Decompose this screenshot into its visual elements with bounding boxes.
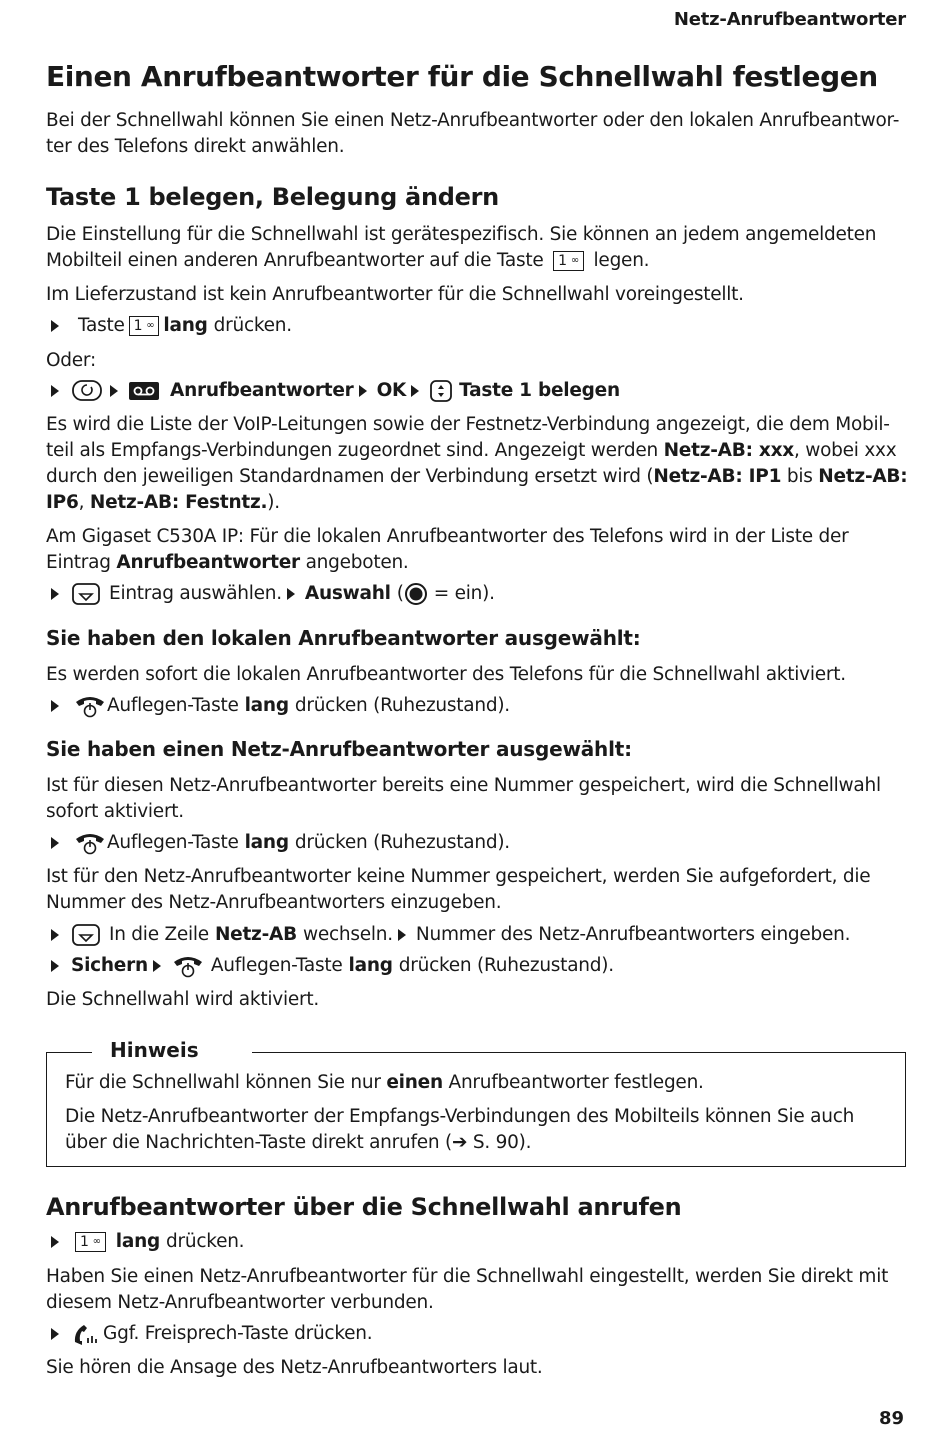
step-press-key1-long: 1 ∞ lang drücken. (46, 1229, 908, 1255)
intro-paragraph: Bei der Schnellwahl können Sie einen Netz-Anrufbeantworter oder den lokalen Anrufbeantwor-ter des Telefons direkt anwählen. (46, 110, 900, 157)
control-key-down-icon (71, 923, 101, 947)
end-call-key-icon (73, 693, 107, 719)
section-heading-local: Sie haben den lokalen Anrufbeantworter ausgewählt: (46, 626, 641, 650)
key-1-icon: 1 ∞ (75, 1232, 106, 1252)
step-save: Sichern Auflegen-Taste lang drücken (Ruhezustand). (46, 953, 908, 979)
menu-arrow-icon (153, 960, 161, 972)
hinweis-border-left (46, 1052, 92, 1053)
section-heading-taste1: Taste 1 belegen, Belegung ändern (46, 183, 499, 211)
section3-paragraph2: Ist für den Netz-Anrufbeantworter keine Nummer gespeichert, werden Sie aufgefordert, die Nummer des Netz-Anrufbeantworters einzugeben. (46, 866, 871, 913)
page-title: Einen Anrufbeantworter für die Schnellwahl festlegen (46, 60, 878, 93)
control-key-icon (71, 378, 105, 404)
hinweis-paragraph1: Für die Schnellwahl können Sie nur einen Anrufbeantworter festlegen. (65, 1072, 704, 1093)
menu-arrow-icon (398, 929, 406, 941)
menu-arrow-icon (411, 385, 419, 397)
menu-arrow-icon (359, 385, 367, 397)
section1-paragraph4: Am Gigaset C530A IP: Für die lokalen Anrufbeantworter des Telefons wird in der Liste der Eintrag Anrufbeantworter angeboten. (46, 526, 849, 573)
arrow-reference-icon: ➔ (451, 1132, 468, 1153)
key-1-icon: 1 ∞ (129, 316, 160, 336)
handsfree-key-icon (71, 1321, 99, 1347)
step-select-entry: Eintrag auswählen. Auswahl ( = ein). (46, 581, 908, 607)
hinweis-paragraph2: Die Netz-Anrufbeantworter der Empfangs-Verbindungen des Mobilteils können Sie auch über die Nachrichten-Taste direkt anrufen (➔ S. 90). (65, 1106, 855, 1153)
step-arrow-icon (51, 385, 59, 397)
end-call-key-icon (73, 830, 107, 856)
oder-label: Oder: (46, 350, 96, 371)
key-1-icon: 1 ∞ (553, 251, 584, 271)
section-heading-call: Anrufbeantworter über die Schnellwahl anrufen (46, 1193, 682, 1221)
section1-paragraph3: Es wird die Liste der VoIP-Leitungen sowie der Festnetz-Verbindung angezeigt, die dem Mobil-teil als Empfangs-Verbindungen zugeordnet sind. Angezeigt werden Netz-AB: xxx, wobei xxx durch den jeweiligen Standardnamen der Verbindung ersetzt wird (Netz-AB: IP1 bis Netz-AB: IP6, Netz-AB: Festntz.). (46, 414, 908, 513)
running-header: Netz-Anrufbeantworter (673, 9, 906, 30)
hinweis-border-right (252, 1052, 906, 1053)
section3-paragraph3: Die Schnellwahl wird aktiviert. (46, 989, 319, 1010)
step-handsfree: Ggf. Freisprech-Taste drücken. (46, 1321, 908, 1347)
step-arrow-icon (51, 320, 59, 332)
menu-arrow-icon (287, 588, 295, 600)
control-key-down-icon (71, 582, 101, 606)
section3-paragraph1: Ist für diesen Netz-Anrufbeantworter bereits eine Nummer gespeichert, wird die Schnellwahl sofort aktiviert. (46, 775, 881, 822)
step-enter-number: In die Zeile Netz-AB wechseln. Nummer des Netz-Anrufbeantworters eingeben. (46, 922, 908, 948)
step-arrow-icon (51, 960, 59, 972)
menu-arrow-icon (110, 385, 118, 397)
page-number: 89 (878, 1408, 904, 1429)
step-arrow-icon (51, 700, 59, 712)
hinweis-title: Hinweis (110, 1038, 199, 1062)
section1-paragraph1: Die Einstellung für die Schnellwahl ist gerätespezifisch. Sie können an jedem angemeldeten Mobilteil einen anderen Anrufbeantworter auf die Taste 1 ∞ legen. (46, 224, 877, 271)
end-call-key-icon (171, 953, 205, 979)
step-arrow-icon (51, 1328, 59, 1340)
step-arrow-icon (51, 1236, 59, 1248)
step-arrow-icon (51, 588, 59, 600)
step-arrow-icon (51, 837, 59, 849)
step-press-key1: Taste 1 ∞ lang drücken. (46, 313, 908, 339)
section-heading-network: Sie haben einen Netz-Anrufbeantworter ausgewählt: (46, 737, 632, 761)
section1-paragraph2: Im Lieferzustand ist kein Anrufbeantworter für die Schnellwahl voreingestellt. (46, 284, 744, 305)
step-hangup-local: Auflegen-Taste lang drücken (Ruhezustand). (46, 693, 908, 719)
section4-paragraph2: Sie hören die Ansage des Netz-Anrufbeantworters laut. (46, 1357, 543, 1378)
answering-machine-icon (128, 380, 160, 402)
menu-path: Anrufbeantworter OK Taste 1 belegen (46, 378, 908, 404)
radio-selected-icon (404, 582, 428, 606)
navigation-key-icon (429, 379, 453, 403)
step-arrow-icon (51, 929, 59, 941)
section2-paragraph1: Es werden sofort die lokalen Anrufbeantworter des Telefons für die Schnellwahl aktiviert. (46, 664, 846, 685)
step-hangup-network: Auflegen-Taste lang drücken (Ruhezustand). (46, 830, 908, 856)
section4-paragraph1: Haben Sie einen Netz-Anrufbeantworter für die Schnellwahl eingestellt, werden Sie direkt mit diesem Netz-Anrufbeantworter verbunden. (46, 1266, 889, 1313)
